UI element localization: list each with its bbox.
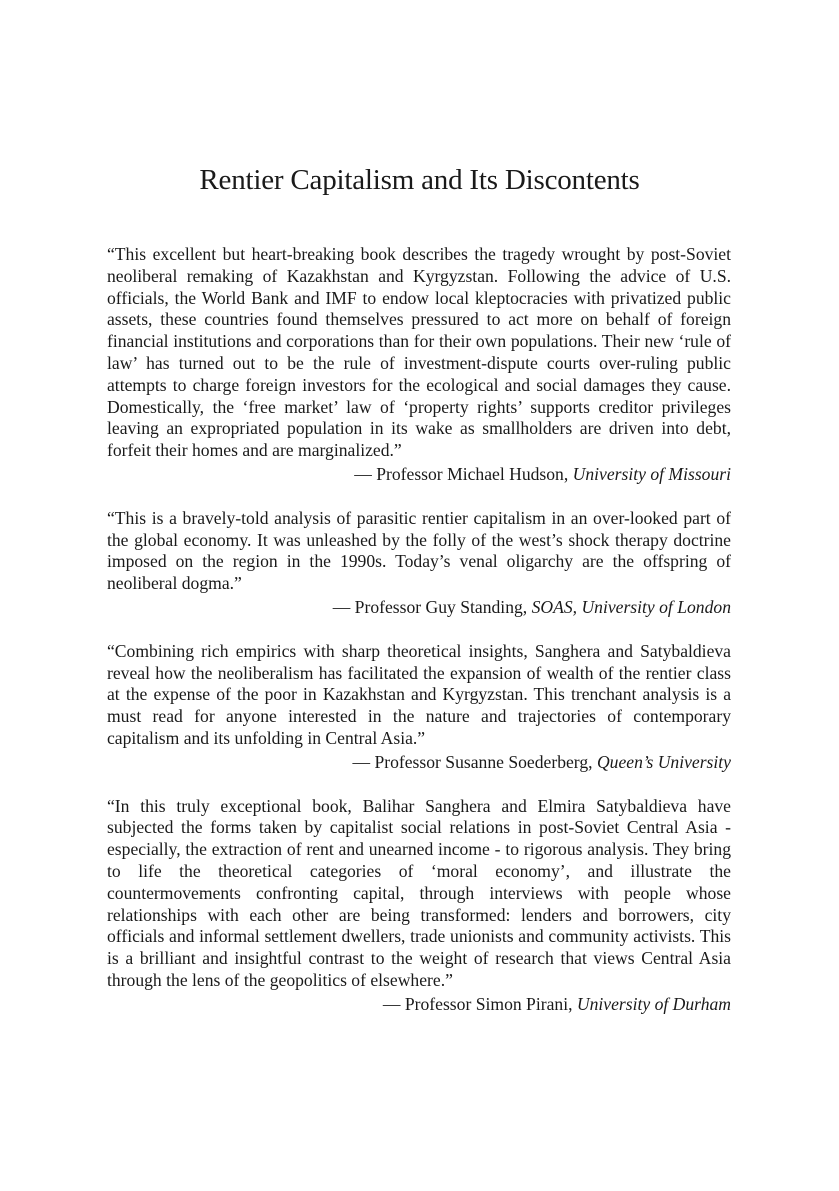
endorsement-quote: “In this truly exceptional book, Balihar Sanghera and Elmira Satybaldieva have subjected the forms taken by capitalist social relations in post-Soviet Central Asia - especially, the extraction of rent and unearned income - to rigorous analysis. They bring to life the theoretical categories of ‘moral economy’, and illustrate the countermovements confronting capital, through interviews with people whose relationships with each other are being transformed: lenders and borrowers, city officials and informal settlement dwellers, trade unionists and community activists. This is a brilliant and insightful contrast to the weight of research that views Central Asia through the lens of the geopolitics of elsewhere.” — [107, 795, 731, 990]
endorsement-soederberg — [107, 641, 731, 774]
endorsement-attribution — [107, 597, 731, 619]
endorsement-standing — [107, 508, 731, 619]
endorsement-attribution — [107, 752, 731, 774]
endorsement-quote: “Combining rich empirics with sharp theoretical insights, Sanghera and Satybaldieva reveal how the neoliberalism has facilitated the expansion of wealth of the rentier class at the expense of the poor in Kazakhstan and Kyrgyzstan. This trenchant analysis is a must read for anyone interested in the nature and trajectories of contemporary capitalism and its unfolding in Central Asia.” — [107, 640, 731, 748]
page-title: Rentier Capitalism and Its Discontents — [199, 164, 640, 196]
endorsement-affiliation: University of Missouri — [572, 463, 731, 484]
endorsement-attribution — [107, 994, 731, 1016]
endorsement-author: — Professor Guy Standing, — [332, 596, 528, 617]
endorsement-author: — Professor Simon Pirani, — [382, 993, 573, 1014]
endorsement-attribution — [107, 464, 731, 486]
endorsement-hudson — [107, 244, 731, 486]
endorsement-author: — Professor Susanne Soederberg, — [352, 751, 593, 772]
endorsements-list — [107, 244, 731, 1016]
endorsement-quote: “This is a bravely-told analysis of parasitic rentier capitalism in an over-looked part of the global economy. It was unleashed by the folly of the west’s shock therapy doctrine imposed on the region in the 1990s. Today’s venal oligarchy are the offspring of neoliberal dogma.” — [107, 507, 731, 594]
endorsement-author: — Professor Michael Hudson, — [354, 463, 569, 484]
endorsement-pirani — [107, 796, 731, 1016]
endorsement-quote: “This excellent but heart-breaking book describes the tragedy wrought by post-Soviet neoliberal remaking of Kazakhstan and Kyrgyzstan. Following the advice of U.S. officials, the World Bank and IMF to endow local kleptocracies with privatized public assets, these countries found themselves pressured to act more on behalf of foreign financial institutions and corporations than for their own populations. Their new ‘rule of law’ has turned out to be the rule of investment-dispute courts over-ruling public attempts to charge foreign investors for the ecological and social damages they cause. Domestically, the ‘free market’ law of ‘property rights’ supports creditor privileges leaving an expropriated population in its wake as smallholders are driven into debt, forfeit their homes and are marginalized.” — [107, 244, 731, 461]
endorsement-affiliation: Queen’s University — [596, 751, 731, 772]
endorsement-affiliation: SOAS, University of London — [531, 596, 731, 617]
endorsement-affiliation: University of Durham — [576, 993, 731, 1014]
